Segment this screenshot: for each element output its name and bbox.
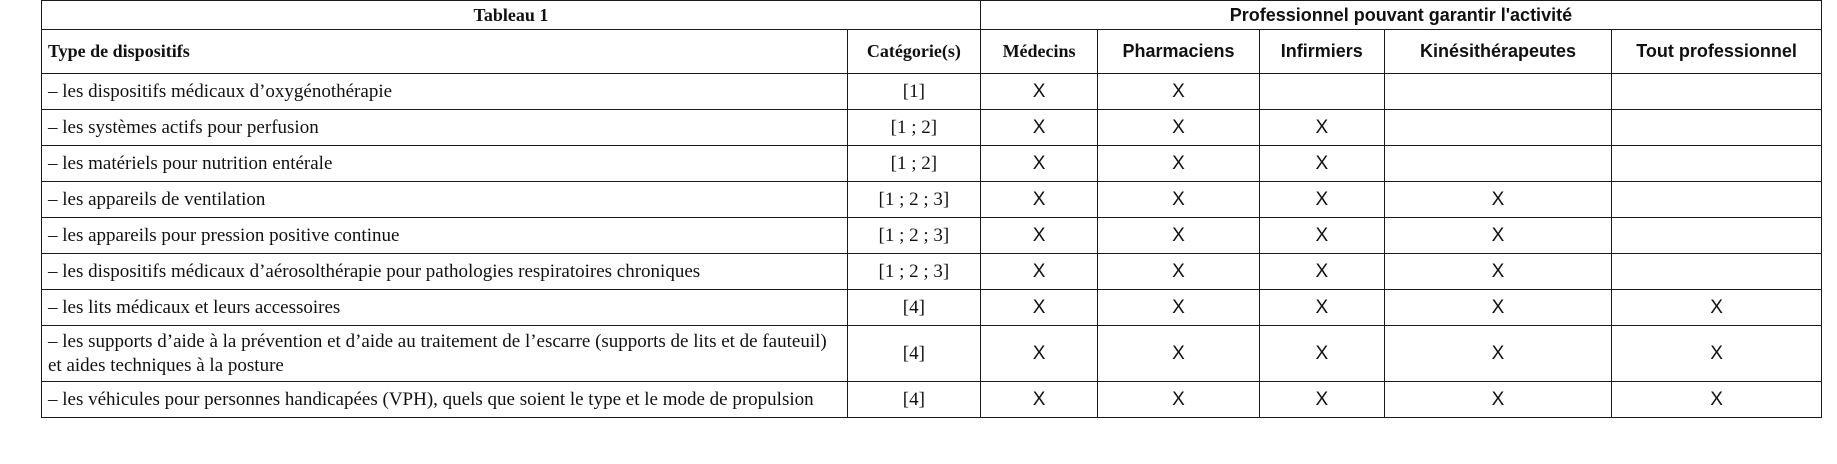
mark-cell: X [980, 146, 1097, 182]
mark-cell: X [980, 254, 1097, 290]
mark-cell: X [1098, 382, 1259, 418]
device-type-cell: – les systèmes actifs pour perfusion [42, 110, 848, 146]
mark-cell: X [1384, 182, 1611, 218]
devices-table [41, 0, 1822, 418]
column-header-tout-professionnel: Tout professionnel [1612, 30, 1822, 74]
table-row [42, 326, 1822, 382]
mark-cell: X [1259, 290, 1384, 326]
device-type-cell: – les véhicules pour personnes handicapées (VPH), quels que soient le type et le mode de propulsion [42, 382, 848, 418]
mark-cell: X [980, 110, 1097, 146]
device-type-cell: – les dispositifs médicaux d’aérosolthérapie pour pathologies respiratoires chroniques [42, 254, 848, 290]
mark-cell: X [1098, 74, 1259, 110]
table-row [42, 290, 1822, 326]
mark-cell: X [980, 218, 1097, 254]
mark-cell: X [1384, 290, 1611, 326]
table-row [42, 254, 1822, 290]
category-cell: [1 ; 2 ; 3] [847, 218, 980, 254]
mark-cell: X [1612, 382, 1822, 418]
column-header-category: Catégorie(s) [847, 30, 980, 74]
category-cell: [1 ; 2 ; 3] [847, 182, 980, 218]
mark-cell [1612, 110, 1822, 146]
mark-cell: X [980, 74, 1097, 110]
mark-cell: X [1098, 254, 1259, 290]
mark-cell: X [1384, 326, 1611, 382]
device-type-cell: – les dispositifs médicaux d’oxygénothérapie [42, 74, 848, 110]
mark-cell: X [1098, 218, 1259, 254]
table-row [42, 182, 1822, 218]
mark-cell: X [980, 382, 1097, 418]
mark-cell: X [1259, 382, 1384, 418]
mark-cell: X [1612, 326, 1822, 382]
table-container [41, 0, 1822, 418]
mark-cell: X [1384, 382, 1611, 418]
category-cell: [4] [847, 382, 980, 418]
device-type-cell: – les lits médicaux et leurs accessoires [42, 290, 848, 326]
column-header-infirmiers: Infirmiers [1259, 30, 1384, 74]
table-row [42, 146, 1822, 182]
category-cell: [1 ; 2] [847, 146, 980, 182]
column-header-pharmaciens: Pharmaciens [1098, 30, 1259, 74]
mark-cell [1384, 110, 1611, 146]
mark-cell: X [1259, 146, 1384, 182]
mark-cell [1612, 146, 1822, 182]
mark-cell [1612, 74, 1822, 110]
column-header-type: Type de dispositifs [42, 30, 848, 74]
group-header: Professionnel pouvant garantir l'activité [980, 1, 1821, 30]
table-row [42, 110, 1822, 146]
column-header-kinesitherapeutes: Kinésithérapeutes [1384, 30, 1611, 74]
mark-cell: X [1098, 326, 1259, 382]
mark-cell [1612, 218, 1822, 254]
column-header-medecins: Médecins [980, 30, 1097, 74]
mark-cell: X [1098, 146, 1259, 182]
mark-cell: X [1098, 290, 1259, 326]
category-cell: [1 ; 2 ; 3] [847, 254, 980, 290]
mark-cell [1384, 146, 1611, 182]
table-row [42, 218, 1822, 254]
mark-cell [1612, 182, 1822, 218]
category-cell: [4] [847, 326, 980, 382]
mark-cell: X [1384, 218, 1611, 254]
caption-row [42, 1, 1822, 30]
device-type-cell: – les matériels pour nutrition entérale [42, 146, 848, 182]
mark-cell: X [1259, 110, 1384, 146]
mark-cell: X [1259, 218, 1384, 254]
mark-cell: X [980, 182, 1097, 218]
mark-cell: X [1259, 182, 1384, 218]
table-caption: Tableau 1 [42, 1, 981, 30]
device-type-cell: – les appareils pour pression positive continue [42, 218, 848, 254]
mark-cell [1384, 74, 1611, 110]
mark-cell: X [1384, 254, 1611, 290]
table-row [42, 74, 1822, 110]
device-type-cell: – les supports d’aide à la prévention et d’aide au traitement de l’escarre (supports de lits et de fauteuil) et aides techniques à la posture [42, 326, 848, 382]
mark-cell: X [1259, 326, 1384, 382]
mark-cell [1612, 254, 1822, 290]
table-row [42, 382, 1822, 418]
mark-cell: X [1259, 254, 1384, 290]
header-row [42, 30, 1822, 74]
mark-cell: X [980, 326, 1097, 382]
mark-cell: X [1098, 110, 1259, 146]
mark-cell: X [1098, 182, 1259, 218]
mark-cell [1259, 74, 1384, 110]
device-type-cell: – les appareils de ventilation [42, 182, 848, 218]
category-cell: [1 ; 2] [847, 110, 980, 146]
category-cell: [4] [847, 290, 980, 326]
category-cell: [1] [847, 74, 980, 110]
mark-cell: X [980, 290, 1097, 326]
mark-cell: X [1612, 290, 1822, 326]
